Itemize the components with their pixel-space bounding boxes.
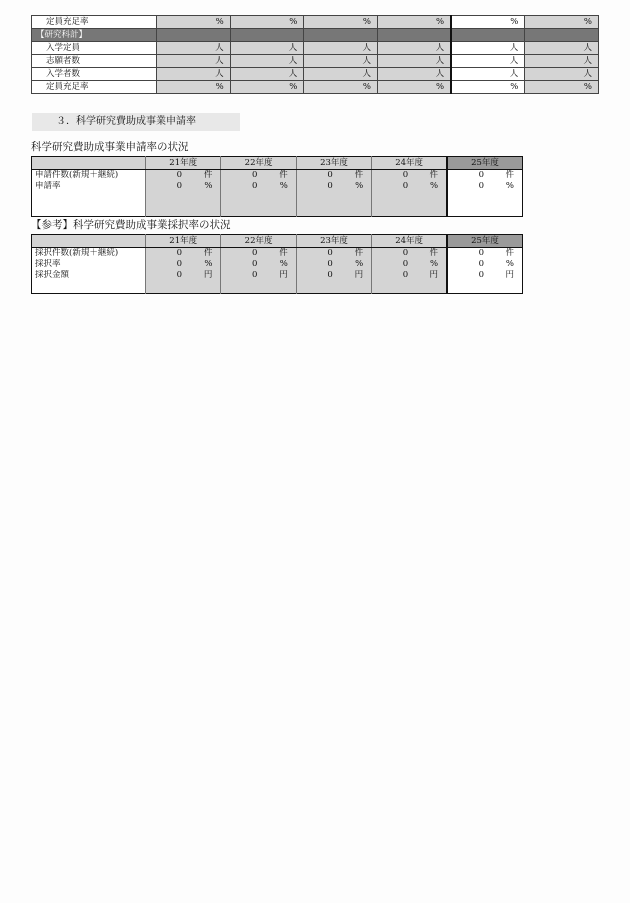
capacity-rate-row [32,16,599,29]
value: 0 [327,181,333,191]
row-label: 採択金額 [32,270,146,281]
table-row [32,259,523,270]
table-row [32,181,523,192]
row-label: 申請率 [32,181,146,192]
unit-cell: 人 [525,68,599,81]
unit-cell: % [157,81,231,94]
unit-cell: % [377,16,451,29]
year-header: 25年度 [447,157,522,170]
value: 0 [251,270,258,280]
section-label: 【研究科計】 [32,29,157,42]
unit: 件 [354,170,364,180]
year-header: 24年度 [372,157,447,170]
unit-cell: 人 [230,55,304,68]
value: 0 [478,270,485,280]
value: 0 [327,259,333,269]
unit-cell: 人 [451,68,525,81]
value: 0 [251,181,258,191]
unit-cell: 人 [377,55,451,68]
unit: 件 [203,248,213,258]
year-header: 25年度 [447,235,522,248]
table-row [32,170,523,182]
unit-cell: % [377,81,451,94]
unit: 件 [505,248,514,258]
unit-cell: 人 [304,42,378,55]
unit-cell: % [304,81,378,94]
table-row [32,55,599,68]
unit: % [204,181,213,191]
section-heading: ３．科学研究費助成事業申請率 [32,113,240,131]
value: 0 [327,248,333,258]
unit-cell: 人 [230,42,304,55]
row-label: 採択件数(新規＋継続) [32,248,146,260]
enrollment-table [31,15,599,94]
unit-cell: 人 [157,55,231,68]
application-table [31,156,523,217]
value: 0 [176,170,182,180]
unit: 件 [505,170,514,180]
value: 0 [478,170,485,180]
row-label: 定員充足率 [32,16,157,29]
table-row [32,270,523,281]
unit: 円 [354,270,364,280]
value: 0 [402,248,409,258]
unit-cell: % [451,16,525,29]
unit-cell: % [525,16,599,29]
unit-cell: 人 [377,68,451,81]
row-label: 入学定員 [32,42,157,55]
unit-cell: 人 [157,68,231,81]
year-header: 23年度 [296,157,371,170]
header-row [32,157,523,170]
value: 0 [402,181,409,191]
table-row [32,81,599,94]
year-header: 21年度 [146,157,221,170]
unit-cell: 人 [377,42,451,55]
year-header: 21年度 [146,235,221,248]
unit: 円 [429,270,439,280]
unit-cell: % [525,81,599,94]
value: 0 [402,259,409,269]
table-row [32,68,599,81]
unit-cell: % [230,16,304,29]
value: 0 [402,270,409,280]
value: 0 [478,248,485,258]
row-label: 申請件数(新規＋継続) [32,170,146,182]
unit-cell: 人 [230,68,304,81]
value: 0 [176,259,182,269]
table-row [32,42,599,55]
header-row [32,235,523,248]
unit-cell: 人 [525,42,599,55]
adoption-table-title: 【参考】科学研究費助成事業採択率の状況 [31,219,231,231]
value: 0 [176,248,182,258]
unit: % [279,181,288,191]
unit: 円 [505,270,514,280]
unit: % [505,259,514,269]
unit: 件 [354,248,364,258]
value: 0 [251,248,258,258]
value: 0 [176,181,182,191]
value: 0 [176,270,182,280]
unit: % [204,259,213,269]
unit-cell: 人 [304,55,378,68]
unit-cell: % [157,16,231,29]
year-header: 22年度 [221,235,296,248]
row-label: 入学者数 [32,68,157,81]
unit-cell: % [304,16,378,29]
unit-cell: 人 [304,68,378,81]
unit-cell: 人 [451,42,525,55]
unit: % [429,259,439,269]
unit: % [429,181,439,191]
adoption-table [31,234,523,294]
unit: 件 [279,248,288,258]
year-header: 24年度 [372,235,447,248]
unit: % [355,259,364,269]
section-row [32,29,599,42]
row-label: 定員充足率 [32,81,157,94]
unit-cell: % [230,81,304,94]
value: 0 [327,170,333,180]
row-label: 志願者数 [32,55,157,68]
value: 0 [478,181,485,191]
unit: 円 [279,270,288,280]
unit-cell: 人 [525,55,599,68]
value: 0 [251,259,258,269]
unit: 件 [203,170,213,180]
unit: 円 [203,270,213,280]
value: 0 [327,270,333,280]
year-header: 22年度 [221,157,296,170]
unit-cell: 人 [451,55,525,68]
unit: 件 [279,170,288,180]
application-table-title: 科学研究費助成事業申請率の状況 [31,141,189,153]
value: 0 [478,259,485,269]
unit-cell: % [451,81,525,94]
unit: % [505,181,514,191]
unit: % [355,181,364,191]
year-header: 23年度 [296,235,371,248]
value: 0 [251,170,258,180]
table-row [32,248,523,260]
unit: 件 [429,170,439,180]
row-label: 採択率 [32,259,146,270]
unit: % [279,259,288,269]
value: 0 [402,170,409,180]
unit-cell: 人 [157,42,231,55]
unit: 件 [429,248,439,258]
